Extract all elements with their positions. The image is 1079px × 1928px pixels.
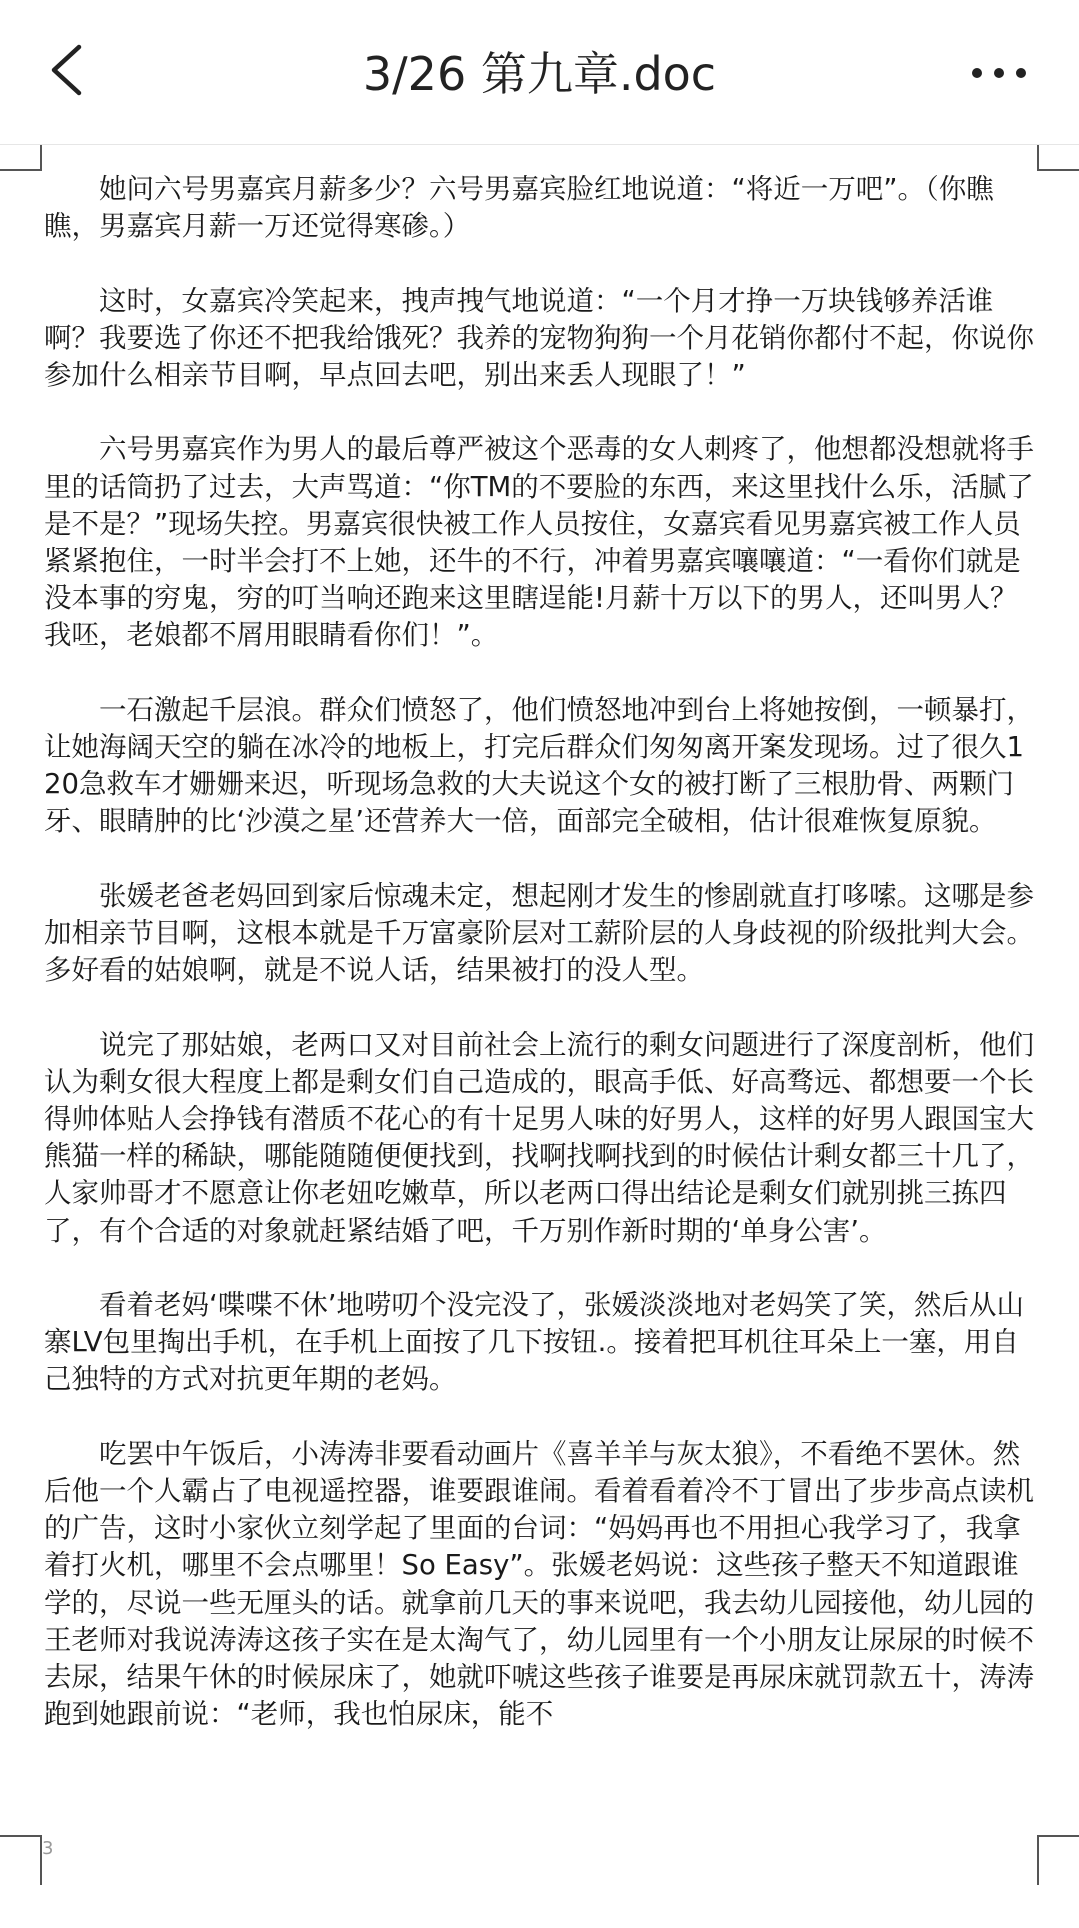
paragraph: 六号男嘉宾作为男人的最后尊严被这个恶毒的女人刺疼了，他想都没想就将手里的话筒扔了过去，大声骂道：“你TM的不要脸的东西，来这里找什么乐，活腻了是不是？”现场失控。男嘉宾很快被工作人员按住，女嘉宾看见男嘉宾被工作人员紧紧抱住，一时半会打不上她，还牛的不行，冲着男嘉宾嚷嚷道：“一看你们就是没本事的穷鬼，穷的叮当响还跑来这里瞎逞能!月薪十万以下的男人，还叫男人？我呸，老娘都不屑用眼睛看你们！”。: [44, 433, 1034, 652]
page-corner-mark: [1037, 1835, 1079, 1885]
page-corner-mark: [1037, 145, 1079, 171]
chevron-left-icon: [49, 44, 83, 96]
more-options-button[interactable]: [949, 48, 1049, 98]
paragraph: 说完了那姑娘，老两口又对目前社会上流行的剩女问题进行了深度剖析，他们认为剩女很大程度上都是剩女们自己造成的，眼高手低、好高骛远、都想要一个长得帅体贴人会挣钱有潜质不花心的有十足男人味的好男人，这样的好男人跟国宝大熊猫一样的稀缺，哪能随随便便找到，找啊找啊找到的时候估计剩女都三十几了，人家帅哥才不愿意让你老妞吃嫩草，所以老两口得出结论是剩女们就别挑三拣四了，有个合适的对象就赶紧结婚了吧，千万别作新时期的‘单身公害’。: [44, 1028, 1034, 1247]
paragraph: 她问六号男嘉宾月薪多少？六号男嘉宾脸红地说道：“将近一万吧”。（你瞧瞧，男嘉宾月薪一万还觉得寒碜。）: [44, 173, 994, 243]
page-corner-mark: [0, 145, 42, 171]
document-title: 3/26 第九章.doc: [362, 47, 717, 101]
paragraph: 这时，女嘉宾冷笑起来，拽声拽气地说道：“一个月才挣一万块钱够养活谁啊？我要选了你还不把我给饿死？我养的宠物狗狗一个月花销你都付不起，你说你参加什么相亲节目啊，早点回去吧，别出来丢人现眼了！”: [44, 284, 1034, 391]
back-button[interactable]: [36, 40, 96, 100]
paragraph: 吃罢中午饭后，小涛涛非要看动画片《喜羊羊与灰太狼》，不看绝不罢休。然后他一个人霸占了电视遥控器，谁要跟谁闹。看着看着冷不丁冒出了步步高点读机的广告，这时小家伙立刻学起了里面的台词：“妈妈再也不用担心我学习了，我拿着打火机，哪里不会点哪里！So Easy”。张媛老妈说：这些孩子整天不知道跟谁学的，尽说一些无厘头的话。就拿前几天的事来说吧，我去幼儿园接他，幼儿园的王老师对我说涛涛这孩子实在是太淘气了，幼儿园里有一个小朋友让尿尿的时候不去尿，结果午休的时候尿床了，她就吓唬这些孩子谁要是再尿床就罚款五十，涛涛跑到她跟前说：“老师，我也怕尿床，能不: [44, 1437, 1034, 1731]
paragraph: 看着老妈‘喋喋不休’地唠叨个没完没了，张媛淡淡地对老妈笑了笑，然后从山寨LV包里掏出手机，在手机上面按了几下按钮.。接着把耳机往耳朵上一塞，用自己独特的方式对抗更年期的老妈。: [44, 1289, 1024, 1396]
top-bar: [0, 0, 1079, 145]
page-number: 3: [42, 1838, 54, 1859]
paragraph: 张媛老爸老妈回到家后惊魂未定，想起刚才发生的惨剧就直打哆嗦。这哪是参加相亲节目啊，这根本就是千万富豪阶层对工薪阶层的人身歧视的阶级批判大会。多好看的姑娘啊，就是不说人话，结果被打的没人型。: [44, 879, 1034, 987]
more-horizontal-icon: [971, 67, 1027, 79]
page-corner-mark: [0, 1835, 42, 1885]
document-page[interactable]: [0, 145, 1079, 1928]
document-body: [44, 171, 1038, 1771]
paragraph: 一石激起千层浪。群众们愤怒了，他们愤怒地冲到台上将她按倒，一顿暴打，让她海阔天空的躺在冰冷的地板上，打完后群众们匆匆离开案发现场。过了很久120急救车才姗姗来迟，听现场急救的大夫说这个女的被打断了三根肋骨、两颗门牙、眼睛肿的比‘沙漠之星’还营养大一倍，面部完全破相，估计很难恢复原貌。: [44, 693, 1034, 838]
